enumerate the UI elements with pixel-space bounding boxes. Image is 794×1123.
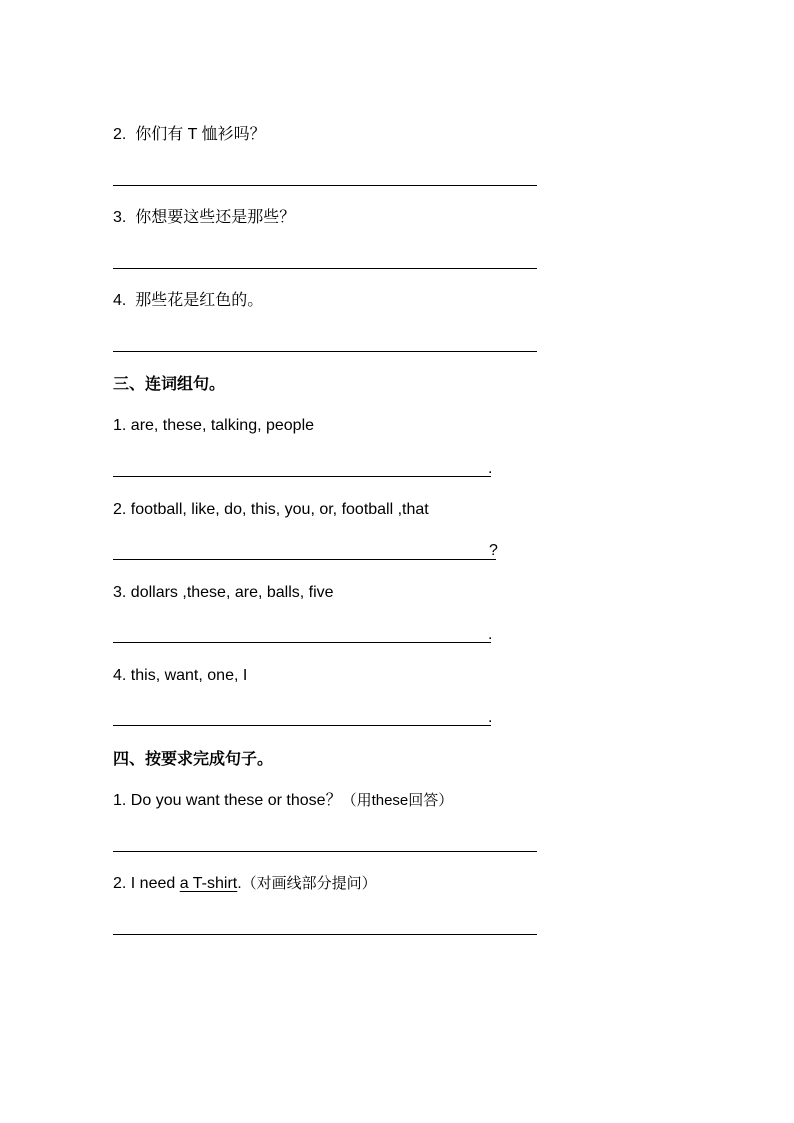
reorder-item-4: 4. this, want, one, I <box>113 667 248 684</box>
answer-line-r2[interactable] <box>113 559 496 560</box>
reorder-item-1: 1. are, these, talking, people <box>113 417 315 434</box>
translate-item-4 <box>113 291 263 311</box>
item-instruction: （对画线部分提问） <box>241 875 377 892</box>
item-suffix: . <box>237 875 242 892</box>
item-text: 你们有 T 恤衫吗？ <box>135 126 266 143</box>
answer-line-t3[interactable] <box>113 268 537 269</box>
answer-line-r4[interactable] <box>113 725 491 726</box>
end-punctuation: . <box>488 460 493 477</box>
translate-item-2 <box>113 125 266 145</box>
reorder-item-2: 2. football, like, do, this, you, or, football ,that <box>113 501 429 518</box>
complete-item-1 <box>113 791 453 811</box>
answer-line-r3[interactable] <box>113 642 491 643</box>
item-number: 3. <box>113 209 127 226</box>
answer-line-c1[interactable] <box>113 851 537 852</box>
end-punctuation: . <box>488 709 493 726</box>
item-text: 1. Do you want these or those？ <box>113 792 342 809</box>
reorder-item-3: 3. dollars ,these, are, balls, five <box>113 584 334 601</box>
section-three-heading: 三、连词组句。 <box>113 376 226 393</box>
answer-line-t4[interactable] <box>113 351 537 352</box>
translate-item-3 <box>113 208 295 228</box>
answer-line-r1[interactable] <box>113 476 491 477</box>
item-number: 4. <box>113 292 127 309</box>
underlined-phrase: a T-shirt <box>179 875 238 892</box>
item-text: 那些花是红色的。 <box>135 292 264 309</box>
item-instruction: （用these回答） <box>341 792 454 809</box>
section-four-heading: 四、按要求完成句子。 <box>113 751 274 768</box>
complete-item-2 <box>113 874 377 894</box>
item-prefix: 2. I need <box>113 875 180 892</box>
end-punctuation: ? <box>489 542 498 559</box>
answer-line-t2[interactable] <box>113 185 537 186</box>
end-punctuation: . <box>488 626 493 643</box>
item-text: 你想要这些还是那些？ <box>135 209 296 226</box>
answer-line-c2[interactable] <box>113 934 537 935</box>
item-number: 2. <box>113 126 127 143</box>
